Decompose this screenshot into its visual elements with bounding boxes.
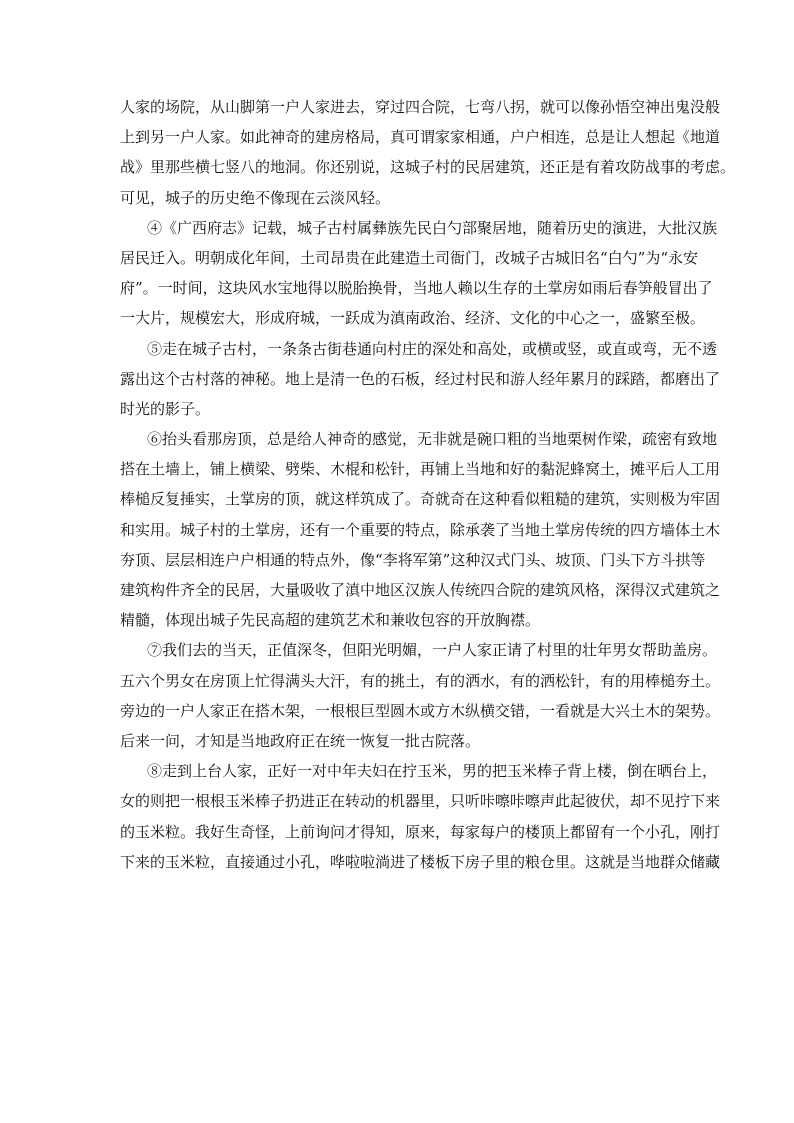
paragraph-6-start: ⑥抬头看那房顶，总是给人神奇的感觉，无非就是碗口粗的当地栗树作梁，疏密有致地 bbox=[147, 430, 718, 449]
text-line: 旁边的一户人家正在搭木架，一根根巨型圆木或方木纵横交错，一看就是大兴土木的架势。 bbox=[120, 701, 721, 720]
text-line: 露出这个古村落的神秘。地上是清一色的石板，经过村民和游人经年累月的踩踏，都磨出了 bbox=[120, 369, 721, 388]
text-line: 和实用。城子村的土掌房，还有一个重要的特点，除承袭了当地土掌房传统的四方墙体土木 bbox=[120, 520, 721, 539]
text-line: 五六个男女在房顶上忙得满头大汗，有的挑土，有的洒水，有的洒松针，有的用棒槌夯土。 bbox=[120, 671, 721, 690]
text-line: 人家的场院，从山脚第一户人家进去，穿过四合院，七弯八拐，就可以像孙悟空神出鬼没般 bbox=[120, 98, 721, 116]
text-line: 府”。一时间，这块风水宝地得以脱胎换骨，当地人赖以生存的土掌房如雨后春笋般冒出了 bbox=[120, 279, 713, 298]
text-line: 下来的玉米粒，直接通过小孔，哗啦啦淌进了楼板下房子里的粮仓里。这就是当地群众储藏 bbox=[120, 852, 721, 871]
paragraph-4-start: ④《广西府志》记载，城子古村属彝族先民白勺部聚居地，随着历史的演进，大批汉族 bbox=[147, 218, 718, 237]
text-line: 战》里那些横七竖八的地洞。你还别说，这城子村的民居建筑，还正是有着攻防战事的考虑。 bbox=[120, 158, 736, 177]
text-line: 精髓，体现出城子先民高超的建筑艺术和兼收包容的开放胸襟。 bbox=[120, 611, 541, 630]
text-line: 的玉米粒。我好生奇怪，上前询问才得知，原来，每家每户的楼顶上都留有一个小孔，刚打 bbox=[120, 822, 721, 841]
text-line: 后来一问，才知是当地政府正在统一恢复一批古院落。 bbox=[120, 731, 481, 750]
text-line: 一大片，规模宏大，形成府城，一跃成为滇南政治、经济、文化的中心之一，盛繁至极。 bbox=[120, 309, 706, 328]
text-line: 棒槌反复捶实，土掌房的顶，就这样筑成了。奇就奇在这种看似粗糙的建筑，实则极为牢固 bbox=[120, 490, 721, 509]
article-body bbox=[120, 92, 736, 877]
text-line: 女的则把一根根玉米棒子扔进正在转动的机器里，只听咔嚓咔嚓声此起彼伏，却不见拧下来 bbox=[120, 792, 721, 811]
paragraph-8-start: ⑧走到上台人家，正好一对中年夫妇在拧玉米，男的把玉米棒子背上楼，倒在晒台上， bbox=[147, 762, 718, 781]
paragraph-5-start: ⑤走在城子古村，一条条古街巷通向村庄的深处和高处，或横或竖，或直或弯，无不透 bbox=[147, 339, 718, 358]
text-line: 上到另一户人家。如此神奇的建房格局，真可谓家家相通，户户相连，总是让人想起《地道 bbox=[120, 128, 721, 147]
text-line: 可见，城子的历史绝不像现在云淡风轻。 bbox=[120, 188, 391, 207]
paragraph-7-start: ⑦我们去的当天，正值深冬，但阳光明媚，一户人家正请了村里的壮年男女帮助盖房。 bbox=[147, 641, 718, 660]
text-line: 建筑构件齐全的民居，大量吸收了滇中地区汉族人传统四合院的建筑风格，深得汉式建筑之 bbox=[120, 581, 721, 599]
text-line: 时光的影子。 bbox=[120, 399, 211, 418]
text-line: 搭在土墙上，铺上横梁、劈柴、木棍和松针，再铺上当地和好的黏泥蜂窝土，摊平后人工用 bbox=[120, 460, 721, 479]
text-line: 居民迁入。明朝成化年间，土司昂贵在此建造土司衙门，改城子古城旧名“白勺”为“永安 bbox=[120, 248, 699, 267]
text-line: 夯顶、层层相连户户相通的特点外，像“李将军第”这种汉式门头、坡顶、门头下方斗拱等 bbox=[120, 550, 706, 569]
